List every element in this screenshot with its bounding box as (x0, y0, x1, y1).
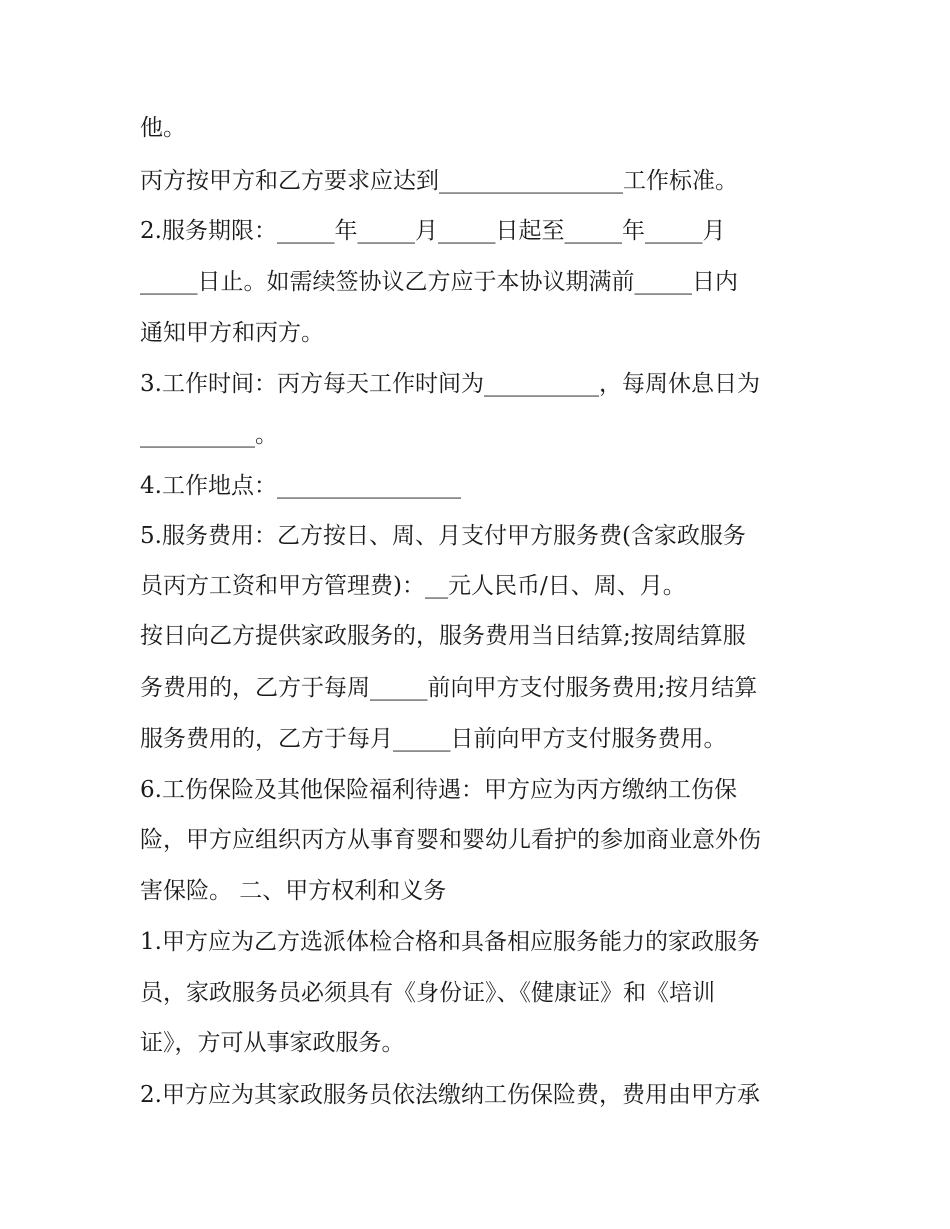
text-line-7: __________。 (140, 422, 278, 448)
text-line-10: 员丙方工资和甲方管理费)：__元人民币/日、周、月。 (140, 573, 686, 599)
text-line-20: 2.甲方应为其家政服务员依法缴纳工伤保险费，费用由甲方承 (140, 1082, 760, 1108)
text-line-5: 通知甲方和丙方。 (140, 320, 324, 346)
text-line-11: 按日向乙方提供家政服务的，服务费用当日结算;按周结算服 (140, 623, 746, 649)
text-line-12: 务费用的，乙方于每周_____前向甲方支付服务费用;按月结算 (140, 675, 758, 701)
text-line-6: 3.工作时间：丙方每天工作时间为__________，每周休息日为 (140, 371, 760, 397)
text-line-16: 害保险。 二、甲方权利和义务 (140, 878, 447, 904)
text-line-19: 证》，方可从事家政服务。 (140, 1030, 405, 1056)
text-line-2: 丙方按甲方和乙方要求应达到________________工作标准。 (140, 168, 738, 194)
text-line-17: 1.甲方应为乙方选派体检合格和具备相应服务能力的家政服务 (140, 929, 760, 955)
text-line-9: 5.服务费用：乙方按日、周、月支付甲方服务费(含家政服务 (140, 523, 746, 549)
text-line-4: _____日止。如需续签协议乙方应于本协议期满前_____日内 (140, 269, 738, 295)
text-line-14: 6.工伤保险及其他保险福利待遇：甲方应为丙方缴纳工伤保 (140, 777, 737, 803)
text-line-18: 员，家政服务员必须具有《身份证》、《健康证》和《培训 (140, 980, 715, 1006)
text-line-13: 服务费用的，乙方于每月_____日前向甲方支付服务费用。 (140, 726, 727, 752)
text-line-15: 险，甲方应组织丙方从事育婴和婴幼儿看护的参加商业意外伤 (140, 827, 761, 853)
text-line-1: 他。 (140, 115, 186, 141)
text-line-8: 4.工作地点：________________ (140, 473, 461, 499)
text-line-3: 2.服务期限：_____年_____月_____日起至_____年_____月 (140, 218, 726, 244)
